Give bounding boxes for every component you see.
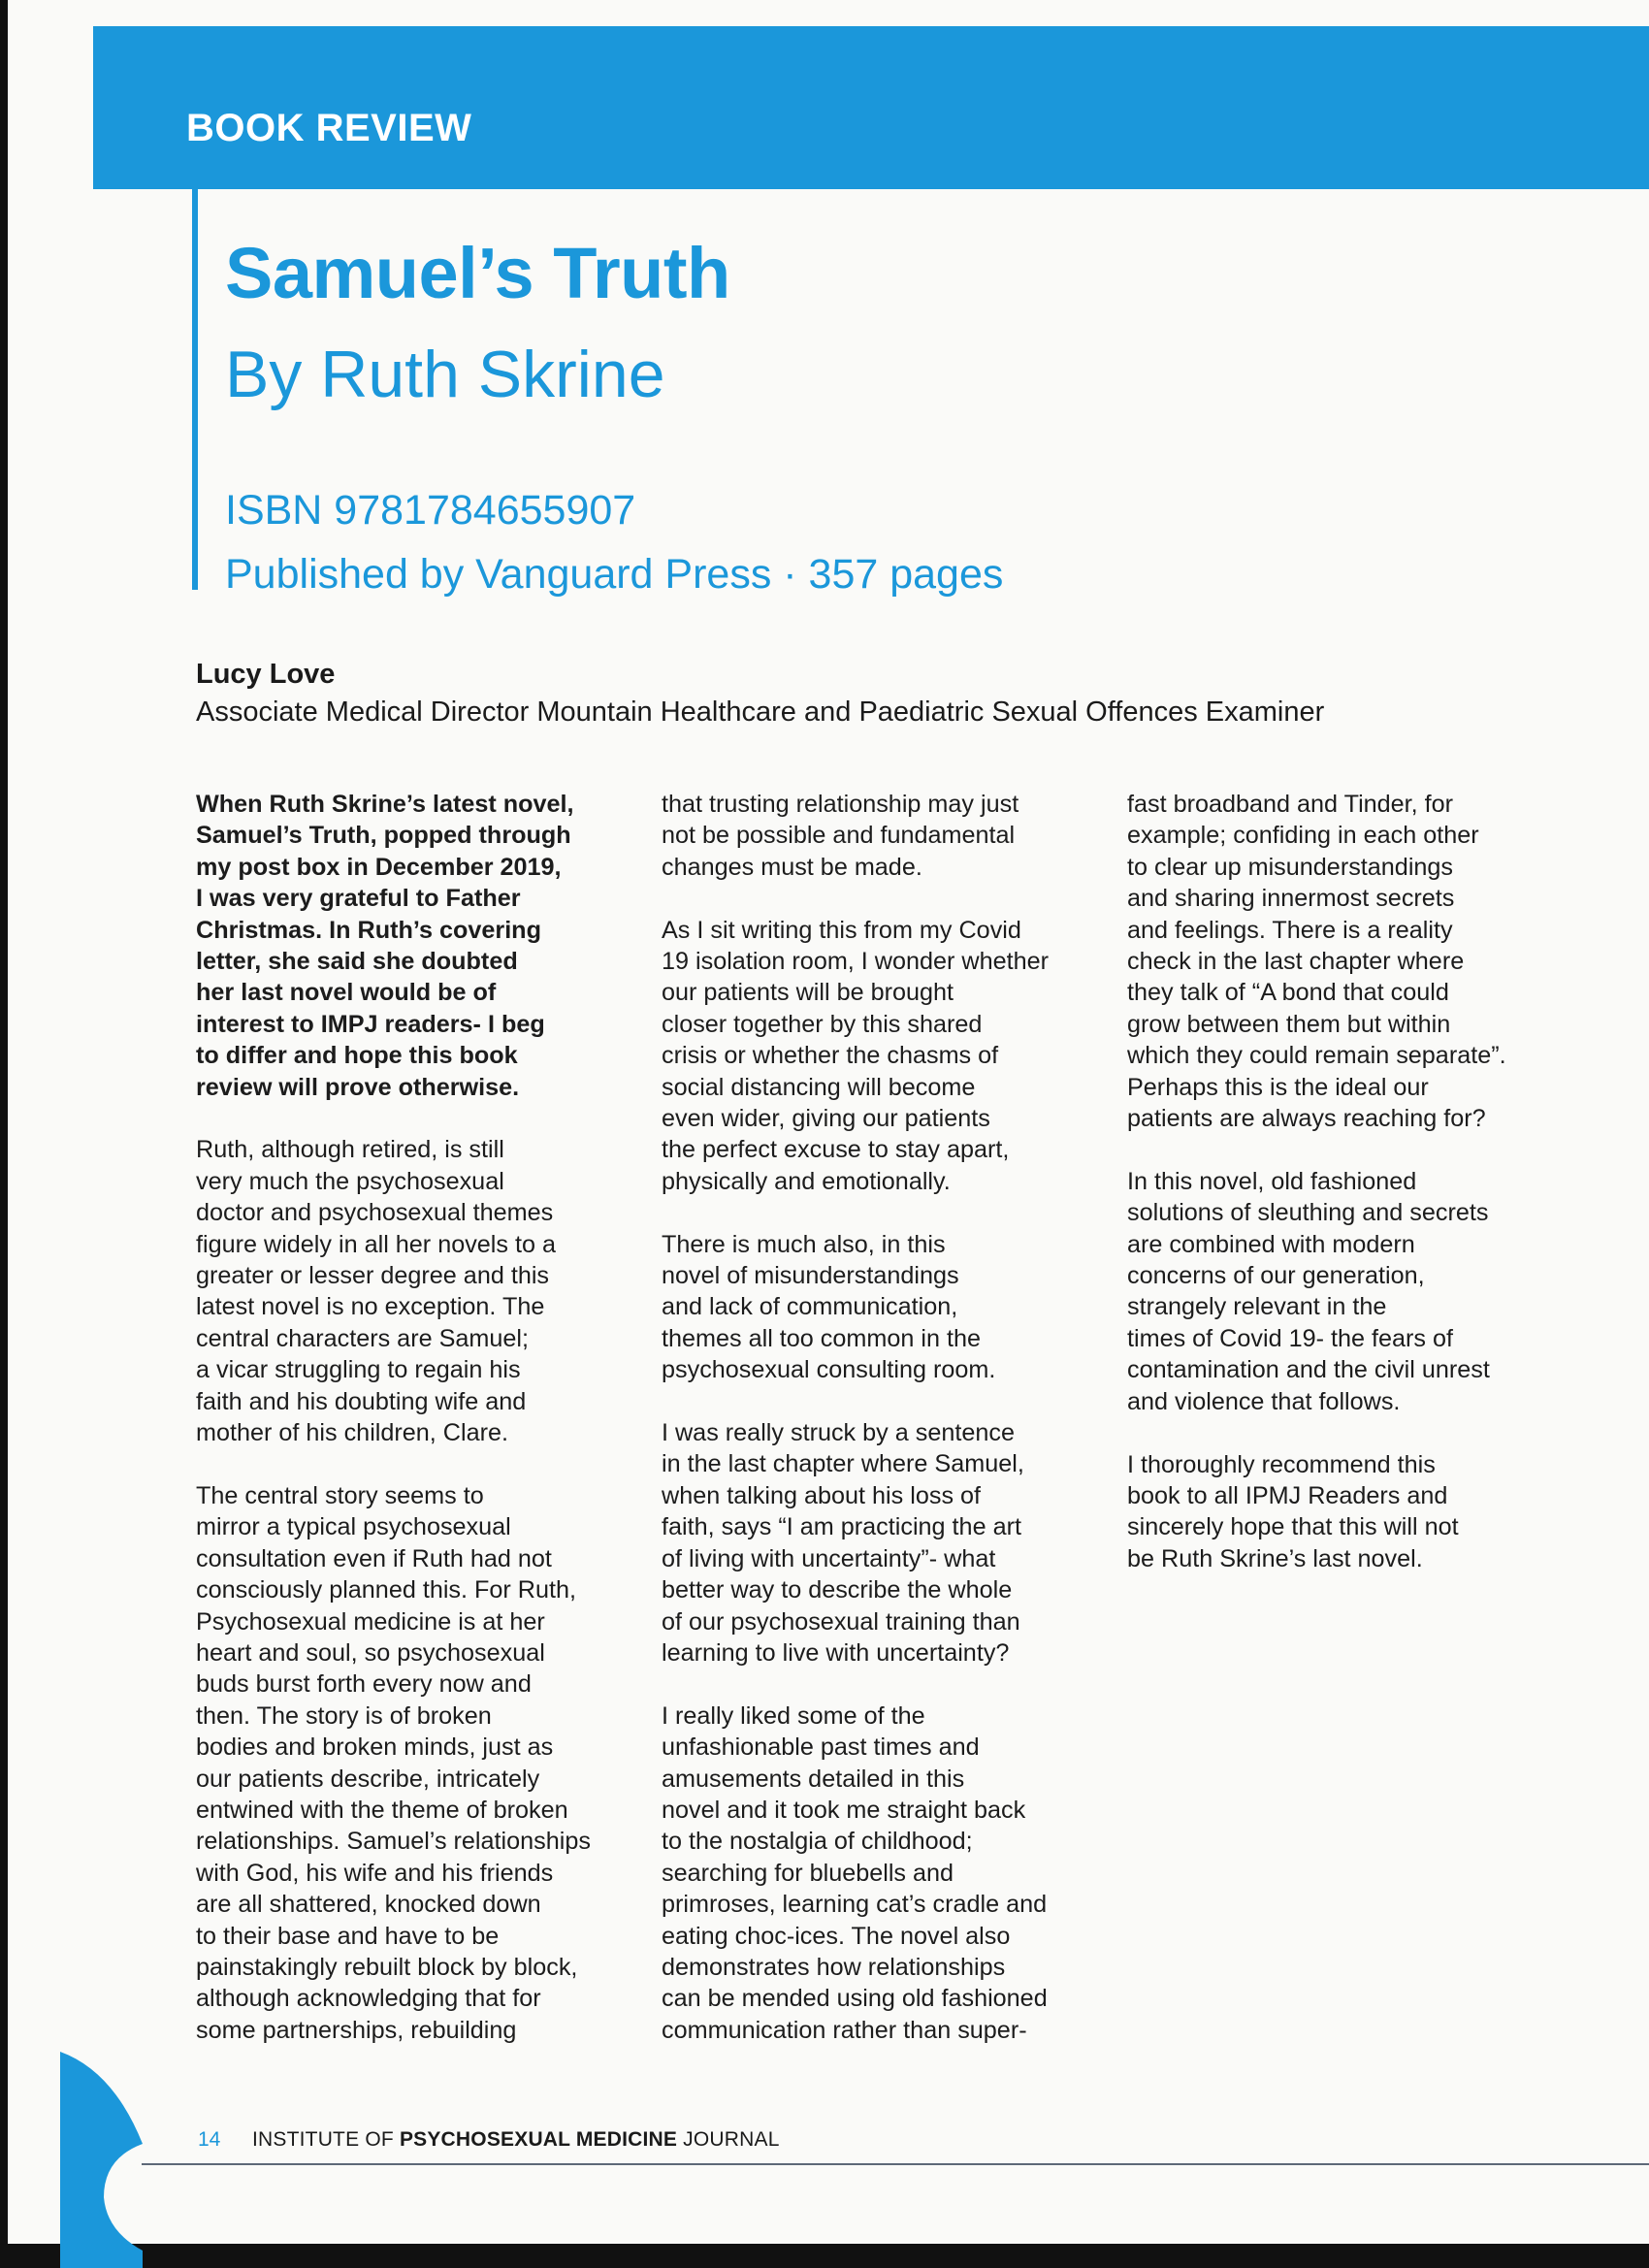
book-title: Samuel’s Truth: [225, 233, 730, 313]
footer-rule: [142, 2163, 1649, 2165]
reviewer-role: Associate Medical Director Mountain Healthcare and Paediatric Sexual Offences Examiner: [196, 697, 1325, 728]
body-paragraph: I really liked some of the unfashionable past times and amusements detailed in this novel and it took me straight back to the nostalgia of childhood; searching for bluebells and primroses, learning cat’s cradle and eating choc-ices. The novel also demonstrates how relationships can be mended using old fashioned communication rather than super-: [662, 1701, 1048, 2044]
journal-name-suffix: JOURNAL: [677, 2128, 780, 2151]
lead-paragraph: When Ruth Skrine’s latest novel, Samuel’s Truth, popped through my post box in December 2019, I was very grateful to Father Christmas. In Ruth’s covering letter, she said she doubted her last novel would be of interest to IMPJ readers- I beg to differ and hope this book review will prove otherwise.: [196, 791, 574, 1101]
section-label: BOOK REVIEW: [186, 107, 472, 149]
body-paragraph: that trusting relationship may just not be possible and fundamental changes must be made.: [662, 791, 1019, 881]
journal-page: [8, 0, 1649, 2244]
reviewer-name: Lucy Love: [196, 659, 336, 690]
body-paragraph: I was really struck by a sentence in the last chapter where Samuel, when talking about his loss of faith, says “I am practicing the art of living with uncertainty”- what better way to describe the whole of our psychosexual training than learning to live with uncertainty?: [662, 1419, 1024, 1667]
article-column-3: [1127, 789, 1583, 1606]
book-author: By Ruth Skrine: [225, 338, 665, 411]
book-publisher: Published by Vanguard Press · 357 pages: [225, 551, 1004, 598]
page-number: 14: [198, 2128, 221, 2151]
body-paragraph: The central story seems to mirror a typical psychosexual consultation even if Ruth had not consciously planned this. For Ruth, Psychosexual medicine is at her heart and soul, so psychosexual buds burst forth every now and then. The story is of broken bodies and broken minds, just as our patients describe, intricately entwined with the theme of broken relationships. Samuel’s relationships with God, his wife and his friends are all shattered, knocked down to their base and have to be painstakingly rebuilt block by block, although acknowledging that for some partnerships, rebuilding: [196, 1481, 591, 2044]
article-column-2: [662, 789, 1117, 2078]
journal-name-prefix: INSTITUTE OF: [252, 2128, 400, 2151]
body-paragraph: As I sit writing this from my Covid 19 isolation room, I wonder whether our patients will be brought closer together by this shared crisis or whether the chasms of social distancing will become even wider, giving our patients the perfect excuse to stay apart, physically and emotionally.: [662, 916, 1050, 1195]
title-accent-line: [192, 189, 198, 590]
body-paragraph: I thoroughly recommend this book to all IPMJ Readers and sincerely hope that this will not be Ruth Skrine’s last novel.: [1127, 1450, 1459, 1572]
body-paragraph: fast broadband and Tinder, for example; confiding in each other to clear up misunderstandings and sharing innermost secrets and feelings. There is a reality check in the last chapter where they talk of “A bond that could grow between them but within which they could remain separate”. Perhaps this is the ideal our patients are always reaching for?: [1127, 791, 1506, 1133]
body-paragraph: There is much also, in this novel of misunderstandings and lack of communication, themes all too common in the psychosexual consulting room.: [662, 1230, 996, 1384]
body-paragraph: In this novel, old fashioned solutions of sleuthing and secrets are combined with modern concerns of our generation, strangely relevant in the times of Covid 19- the fears of contamination and the civil unrest and violence that follows.: [1127, 1167, 1490, 1415]
body-paragraph: Ruth, although retired, is still very much the psychosexual doctor and psychosexual themes figure widely in all her novels to a greater or lesser degree and this latest novel is no exception. The central characters are Samuel; a vicar struggling to regain his faith and his doubting wife and mother of his children, Clare.: [196, 1136, 557, 1447]
article-column-1: [196, 789, 652, 2078]
journal-name: [252, 2129, 780, 2150]
book-isbn: ISBN 9781784655907: [225, 487, 636, 534]
crescent-shape: [60, 2052, 143, 2268]
journal-name-strong: PSYCHOSEXUAL MEDICINE: [399, 2128, 678, 2151]
crescent-shape-icon: [60, 2052, 143, 2268]
